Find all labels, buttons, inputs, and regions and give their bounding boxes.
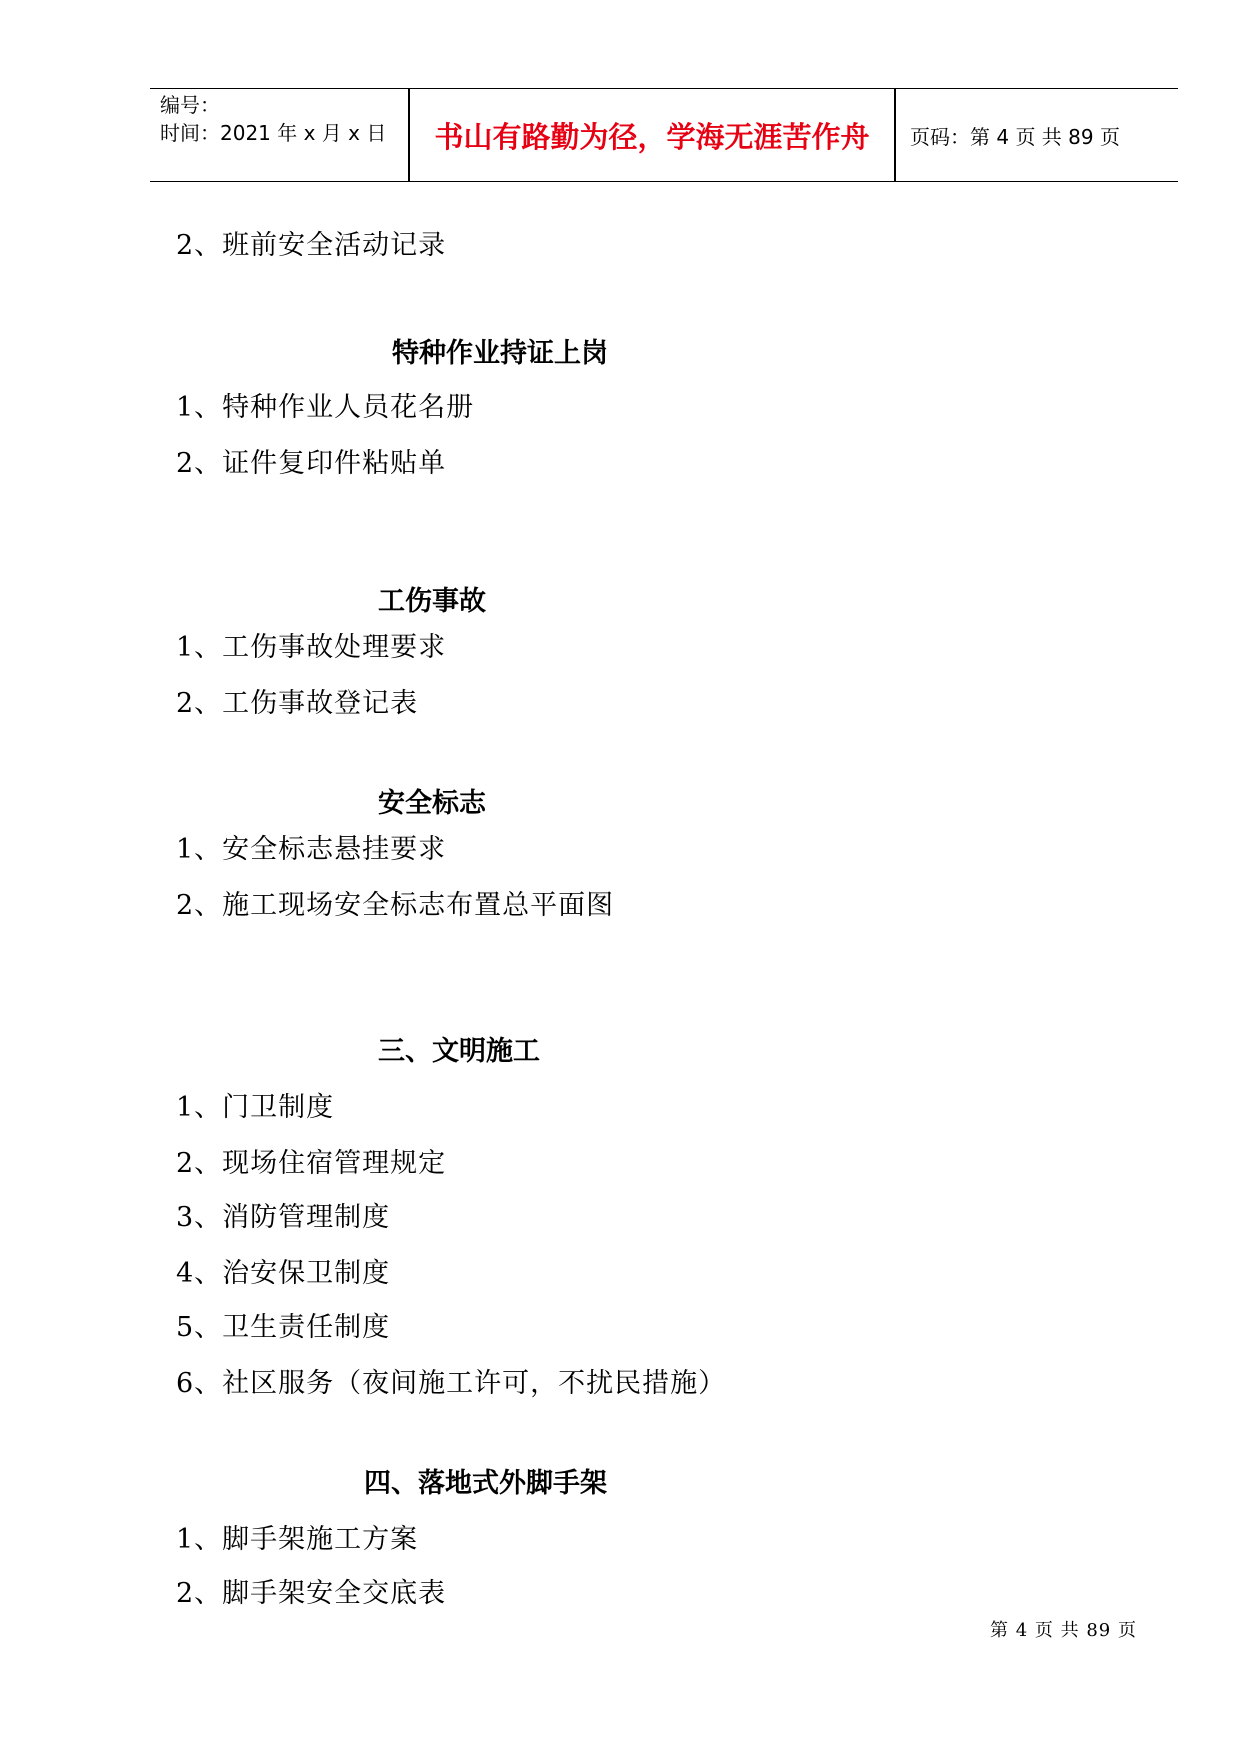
list-item: 2、证件复印件粘贴单 [176,448,447,479]
section-heading: 四、落地式外脚手架 [364,1468,607,1499]
section-heading: 三、文明施工 [378,1036,540,1067]
list-item: 3、消防管理制度 [176,1202,391,1233]
list-item: 5、卫生责任制度 [176,1312,391,1343]
list-item: 2、现场住宿管理规定 [176,1148,447,1179]
header-page-number: 页码：第 4 页 共 89 页 [910,124,1120,149]
page-footer: 第 4 页 共 89 页 [990,1620,1137,1641]
document-number-label: 编号： [160,93,220,117]
list-item: 1、安全标志悬挂要求 [176,834,447,865]
list-item: 1、脚手架施工方案 [176,1524,419,1555]
list-item: 1、工伤事故处理要求 [176,632,447,663]
header-motto: 书山有路勤为径，学海无涯苦作舟 [434,119,870,154]
section-heading: 特种作业持证上岗 [392,338,608,369]
list-item: 2、施工现场安全标志布置总平面图 [176,890,615,921]
page-header [150,88,1178,182]
list-item: 2、工伤事故登记表 [176,688,419,719]
list-item: 6、社区服务（夜间施工许可，不扰民措施） [176,1368,727,1399]
document-time-label: 时间：2021 年 x 月 x 日 [160,121,387,145]
list-item: 2、班前安全活动记录 [176,230,447,261]
list-item: 2、脚手架安全交底表 [176,1578,447,1609]
section-heading: 工伤事故 [378,586,486,617]
list-item: 1、门卫制度 [176,1092,335,1123]
list-item: 4、治安保卫制度 [176,1258,391,1289]
section-heading: 安全标志 [378,788,486,819]
list-item: 1、特种作业人员花名册 [176,392,475,423]
